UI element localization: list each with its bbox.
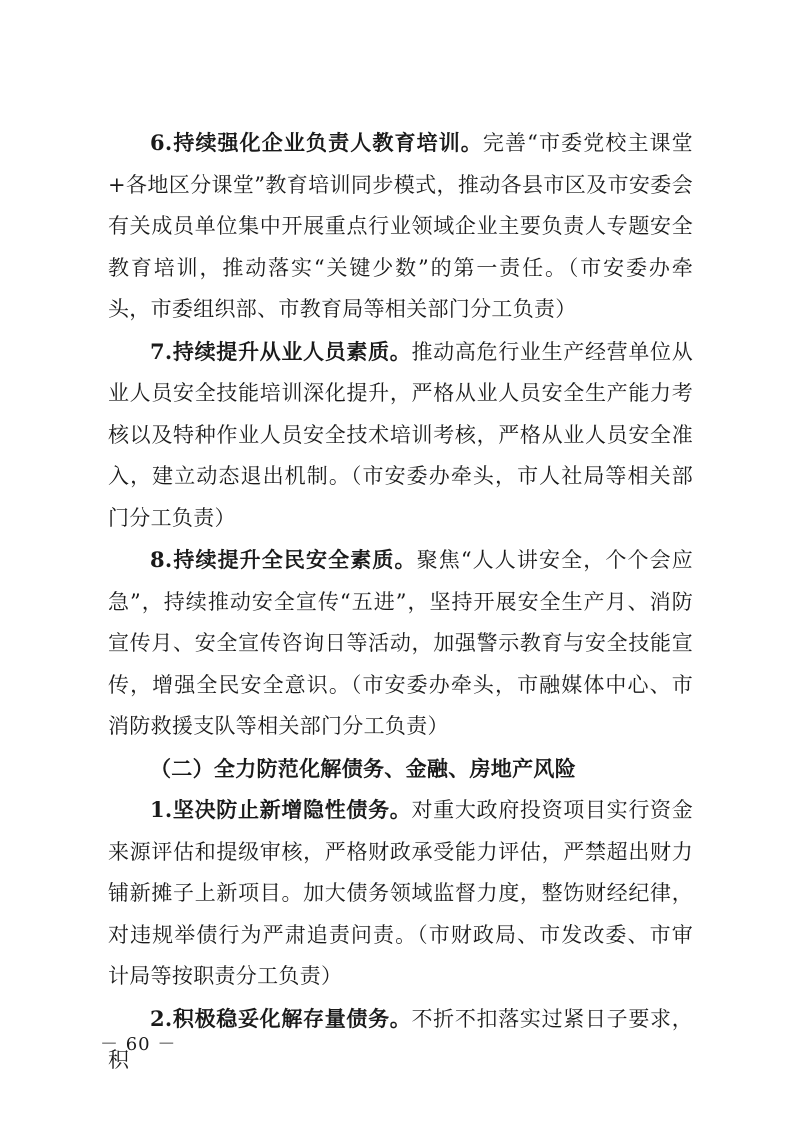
- paragraph-lead: 2.积极稳妥化解存量债务。: [150, 1005, 412, 1031]
- paragraph-text: 推动高危行业生产经营单位从业人员安全技能培训深化提升，严格从业人员安全生产能力考核以及特种作业人员安全技术培训考核，严格从业人员安全准入，建立动态退出机制。（市安委办牵头，市人社局等相关部门分工负责）: [108, 339, 694, 530]
- paragraph-6: [108, 122, 693, 331]
- page-number: － 60 －: [100, 1034, 177, 1055]
- paragraph-7: [108, 331, 693, 540]
- section-heading: （二）全力防范化解债务、金融、房地产风险: [150, 755, 576, 781]
- paragraph-lead: 6.持续强化企业负责人教育培训。: [150, 130, 483, 155]
- paragraph-1: [108, 789, 693, 998]
- paragraph-2: [108, 998, 693, 1082]
- paragraph-text: 完善“市委党校主课堂+各地区分课堂”教育培训同步模式，推动各县市区及市安委会有关成员单位集中开展重点行业领域企业主要负责人专题安全教育培训，推动落实“关键少数”的第一责任。（市安委办牵头，市委组织部、市教育局等相关部门分工负责）: [108, 131, 693, 321]
- document-body: [108, 122, 693, 1082]
- paragraph-text: 对重大政府投资项目实行资金来源评估和提级审核，严格财政承受能力评估，严禁超出财力铺新摊子上新项目。加大债务领域监督力度，整饬财经纪律，对违规举债行为严肃追责问责。（市财政局、市发改委、市审计局等按职责分工负责）: [108, 798, 694, 988]
- paragraph-text: 聚焦“人人讲安全，个个会应急”，持续推动安全宣传“五进”，坚持开展安全生产月、消防宣传月、安全宣传咨询日等活动，加强警示教育与安全技能宣传，增强全民安全意识。（市安委办牵头，市融媒体中心、市消防救援支队等相关部门分工负责）: [108, 548, 693, 738]
- paragraph-text: 不折不扣落实过紧日子要求，积: [108, 1006, 694, 1072]
- paragraph-lead: 1.坚决防止新增隐性债务。: [150, 797, 412, 822]
- paragraph-8: [108, 539, 693, 748]
- paragraph-lead: 8.持续提升全民安全素质。: [150, 547, 417, 572]
- paragraph-lead: 7.持续提升从业人员素质。: [150, 338, 412, 364]
